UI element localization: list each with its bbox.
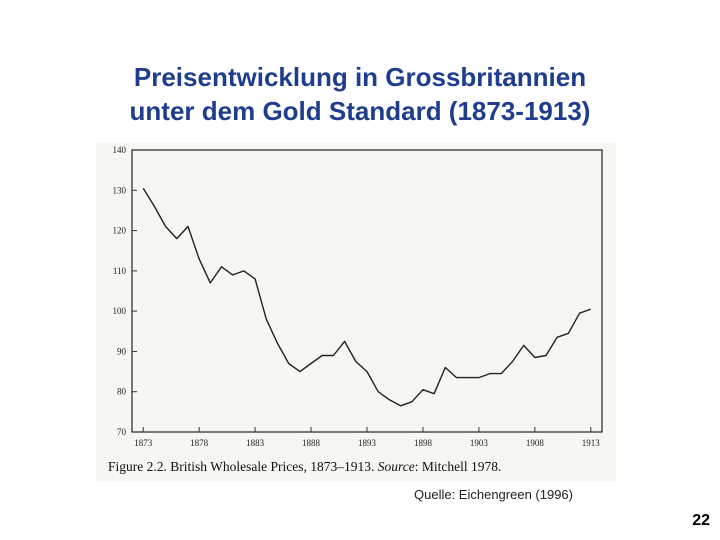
y-tick-label: 70 xyxy=(117,427,126,437)
x-tick-label: 1893 xyxy=(358,438,376,448)
x-axis xyxy=(134,427,600,448)
slide-title xyxy=(20,60,700,128)
source-note: Quelle: Eichengreen (1996) xyxy=(414,487,573,502)
x-tick-label: 1908 xyxy=(525,438,544,448)
y-tick-label: 100 xyxy=(112,306,126,317)
y-tick-label: 140 xyxy=(112,145,126,155)
page-number: 22 xyxy=(692,512,710,529)
x-tick-label: 1888 xyxy=(302,438,321,448)
price-chart xyxy=(96,142,616,462)
caption-prefix: Figure 2.2. British Wholesale Prices, 1873–1913. xyxy=(108,459,378,474)
scanned-figure xyxy=(96,142,616,482)
x-tick-label: 1913 xyxy=(581,438,600,448)
figure-caption xyxy=(108,459,588,475)
x-tick-label: 1898 xyxy=(413,438,432,448)
x-tick-label: 1873 xyxy=(134,438,153,448)
x-tick-label: 1878 xyxy=(190,438,209,448)
y-tick-label: 110 xyxy=(112,265,126,276)
caption-source-value: : Mitchell 1978. xyxy=(414,459,502,474)
y-axis xyxy=(113,145,138,437)
y-tick-label: 90 xyxy=(117,346,126,357)
series-layer xyxy=(143,188,591,405)
y-tick-label: 80 xyxy=(117,386,126,397)
x-tick-label: 1903 xyxy=(469,438,488,448)
price-series-line xyxy=(143,188,591,405)
caption-source-label: Source xyxy=(377,459,415,474)
slide-title-line2: unter dem Gold Standard (1873-1913) xyxy=(129,96,591,126)
slide-title-line1: Preisentwicklung in Grossbritannien xyxy=(133,62,587,92)
y-tick-label: 120 xyxy=(112,225,126,236)
y-tick-label: 130 xyxy=(112,185,126,196)
plot-frame xyxy=(132,150,602,432)
x-tick-label: 1883 xyxy=(246,438,265,448)
